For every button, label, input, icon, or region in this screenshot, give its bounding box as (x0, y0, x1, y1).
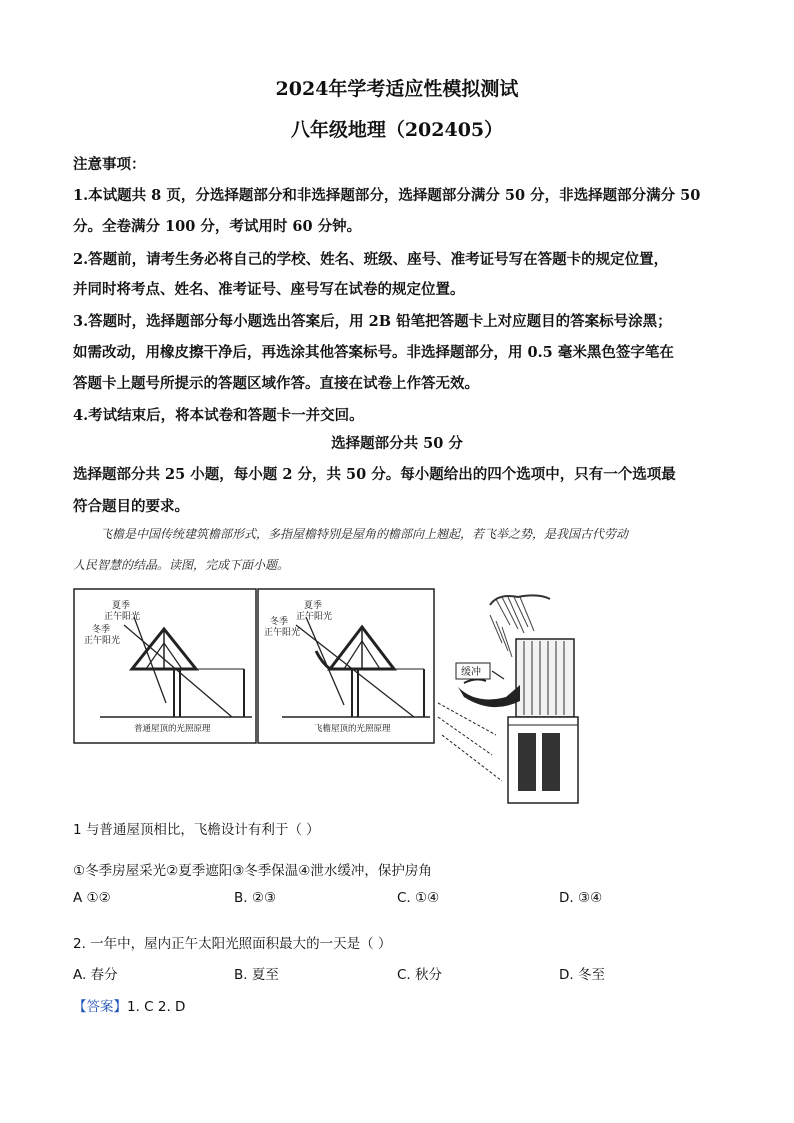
question-1-option-b: B. ②③ (234, 890, 277, 906)
question-1-statements: ①冬季房屋采光②夏季遮阳③冬季保温④泄水缓冲，保护房角 (73, 863, 432, 879)
question-2-stem: 2. 一年中，屋内正午太阳光照面积最大的一天是（ ） (73, 936, 392, 952)
notice-line-4: 并同时将考点、姓名、准考证号、座号写在试卷的规定位置。 (73, 281, 465, 298)
notice-line-6: 如需改动，用橡皮擦干净后，再选涂其他答案标号。非选择题部分，用 0.5 毫米黑色签字笔在 (73, 344, 674, 361)
section-intro-2: 符合题目的要求。 (73, 498, 189, 515)
passage-line-2: 人民智慧的结晶。读图，完成下面小题。 (73, 558, 290, 572)
page-title: 2024年学考适应性模拟测试 (275, 78, 519, 100)
notice-heading: 注意事项： (73, 156, 146, 173)
caption-1: 普通屋顶的光照原理 (134, 724, 211, 734)
section-intro-1: 选择题部分共 25 小题，每小题 2 分，共 50 分。每小题给出的四个选项中，只有一个选项最 (73, 466, 676, 483)
winter-sublabel-2: 正午阳光 (264, 628, 301, 638)
answer-tag: 【答案】 (73, 999, 127, 1015)
answer-text: 1. C 2. D (127, 999, 186, 1015)
question-1-option-d: D. ③④ (559, 890, 603, 906)
caption-2: 飞檐屋顶的光照原理 (314, 724, 391, 734)
section-title: 选择题部分共 50 分 (331, 435, 463, 452)
question-1-stem: 1 与普通屋顶相比，飞檐设计有利于（ ） (73, 822, 320, 838)
panel-flying-eave-roof (258, 589, 434, 743)
summer-label-1: 夏季 (112, 601, 131, 611)
panel-ordinary-roof (74, 589, 256, 743)
notice-line-5: 3.答题时，选择题部分每小题选出答案后，用 2B 铅笔把答题卡上对应题目的答案标号涂黑； (73, 313, 672, 330)
summer-label-2: 夏季 (304, 601, 323, 611)
summer-sublabel-1: 正午阳光 (104, 612, 141, 622)
question-2-option-d: D. 冬至 (559, 967, 605, 983)
page-subtitle: 八年级地理（202405） (290, 119, 504, 141)
winter-sublabel-1: 正午阳光 (84, 636, 121, 646)
passage-line-1: 飞檐是中国传统建筑檐部形式，多指屋檐特别是屋角的檐部向上翘起，若飞举之势，是我国古代劳动 (100, 527, 629, 541)
notice-line-3: 2.答题前，请考生务必将自己的学校、姓名、班级、座号、准考证号写在答题卡的规定位置， (73, 251, 669, 268)
question-1-option-a: A ①② (73, 890, 111, 906)
question-2-option-b: B. 夏至 (234, 967, 279, 983)
buffer-label: 缓冲 (461, 667, 481, 678)
flying-eave-figure (72, 585, 592, 810)
question-1-option-c: C. ①④ (397, 890, 440, 906)
summer-sublabel-2: 正午阳光 (296, 612, 333, 622)
winter-label-1: 冬季 (92, 625, 111, 635)
notice-line-2: 分。全卷满分 100 分，考试用时 60 分钟。 (73, 218, 362, 235)
notice-line-1: 1.本试题共 8 页，分选择题部分和非选择题部分，选择题部分满分 50 分，非选择题部分满分 50 (73, 187, 701, 204)
notice-line-7: 答题卡上题号所提示的答题区域作答。直接在试卷上作答无效。 (73, 375, 479, 392)
winter-label-2: 冬季 (270, 617, 289, 627)
answer-line (73, 995, 185, 1015)
notice-line-8: 4.考试结束后，将本试卷和答题卡一并交回。 (73, 407, 364, 424)
question-2-option-a: A. 春分 (73, 967, 118, 983)
question-2-option-c: C. 秋分 (397, 967, 443, 983)
panel-eave-sketch (438, 595, 578, 803)
